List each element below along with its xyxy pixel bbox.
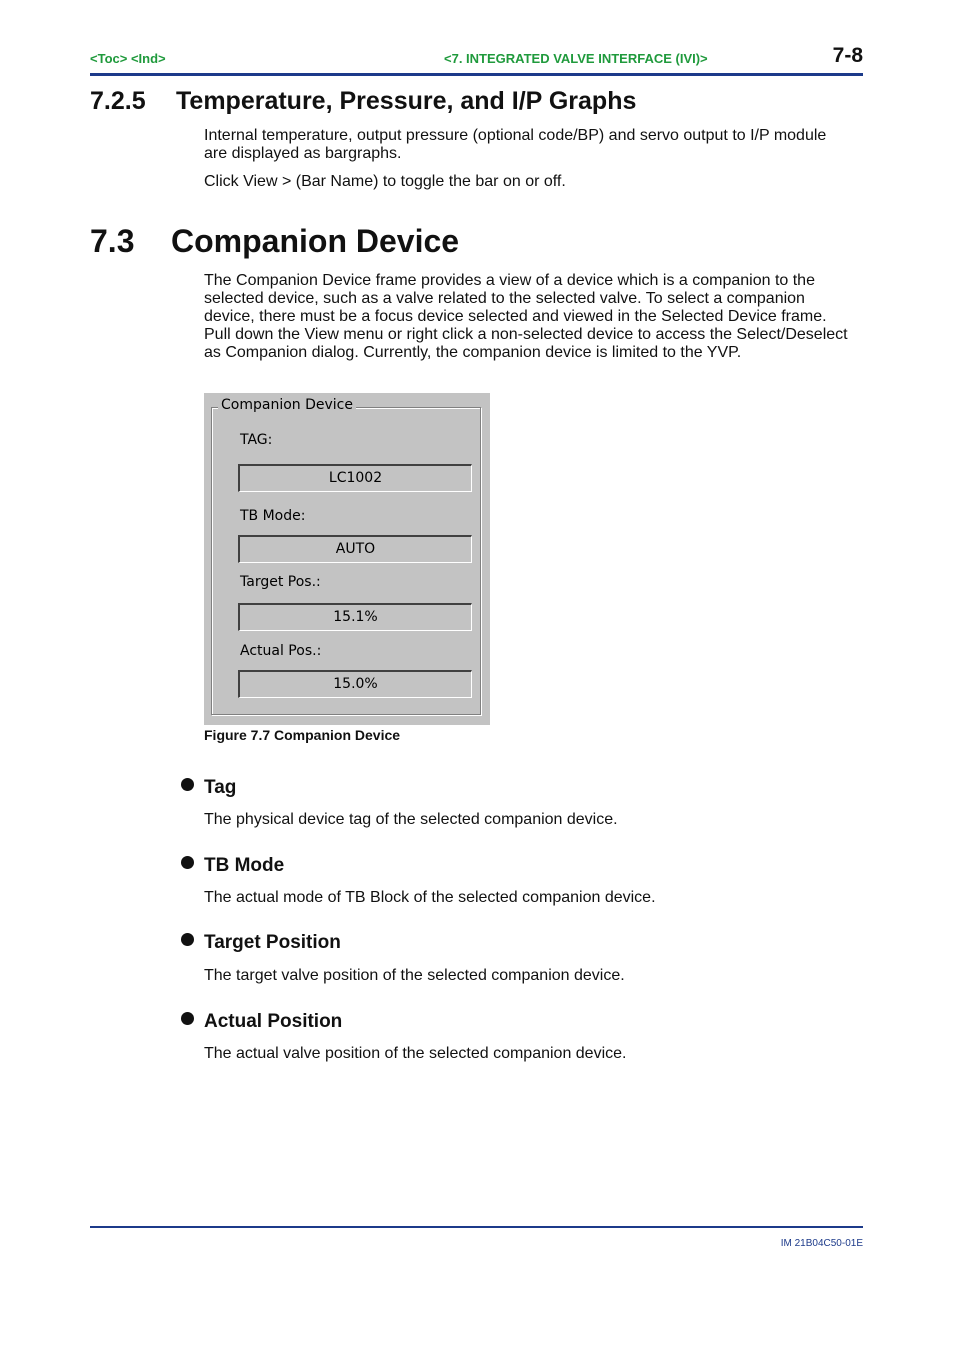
section-73-line: Pull down the View menu or right click a non-selected device to access the Select/Deselect bbox=[204, 326, 848, 343]
bullet-text: The target valve position of the selected companion device. bbox=[204, 967, 625, 984]
header-nav bbox=[90, 51, 166, 66]
section-73-line: as Companion dialog. Currently, the companion device is limited to the YVP. bbox=[204, 344, 742, 361]
ind-link[interactable]: <Ind> bbox=[130, 51, 166, 66]
section-73-title: Companion Device bbox=[171, 223, 460, 259]
chapter-link[interactable]: <7. INTEGRATED VALVE INTERFACE (IVI)> bbox=[444, 51, 708, 66]
section-725-instruction: Click View > (Bar Name) to toggle the bar on or off. bbox=[204, 173, 566, 190]
section-725-number: 7.2.5 bbox=[90, 87, 146, 115]
tbmode-label: TB Mode: bbox=[240, 508, 306, 524]
bullet-text: The actual mode of TB Block of the selected companion device. bbox=[204, 889, 656, 906]
bullet-dot-icon bbox=[181, 933, 194, 946]
actual-pos-field: 15.0% bbox=[238, 670, 472, 698]
section-725-heading bbox=[90, 87, 637, 116]
bullet-dot-icon bbox=[181, 1012, 194, 1025]
target-pos-label: Target Pos.: bbox=[240, 574, 321, 590]
section-73-line: The Companion Device frame provides a view of a device which is a companion to the bbox=[204, 272, 815, 289]
tbmode-field: AUTO bbox=[238, 535, 472, 563]
bullet-text: The physical device tag of the selected companion device. bbox=[204, 811, 618, 828]
section-725-line-1: Internal temperature, output pressure (optional code/BP) and servo output to I/P module bbox=[204, 127, 827, 144]
section-725-line-2: are displayed as bargraphs. bbox=[204, 145, 402, 162]
actual-pos-label: Actual Pos.: bbox=[240, 643, 322, 659]
bullet-title: TB Mode bbox=[204, 855, 285, 876]
bullet-title: Actual Position bbox=[204, 1011, 343, 1032]
section-725-title: Temperature, Pressure, and I/P Graphs bbox=[176, 87, 637, 115]
toc-link[interactable]: <Toc> bbox=[90, 51, 128, 66]
section-73-line: device, there must be a focus device selected and viewed in the Selected Device frame. bbox=[204, 308, 827, 325]
target-pos-field: 15.1% bbox=[238, 603, 472, 631]
bullet-tag bbox=[181, 777, 237, 798]
section-73-number: 7.3 bbox=[90, 223, 135, 259]
bullet-tb-mode bbox=[181, 855, 285, 876]
tag-label: TAG: bbox=[240, 432, 273, 448]
bullet-actual-position bbox=[181, 1011, 343, 1032]
footer-rule bbox=[90, 1226, 863, 1228]
bullet-dot-icon bbox=[181, 856, 194, 869]
header-rule bbox=[90, 73, 863, 76]
group-title: Companion Device bbox=[218, 397, 356, 413]
section-73-heading bbox=[90, 223, 460, 260]
section-725-paragraph bbox=[204, 127, 864, 163]
page-number: 7-8 bbox=[832, 44, 863, 67]
companion-device-screenshot bbox=[204, 393, 490, 725]
bullet-dot-icon bbox=[181, 778, 194, 791]
tag-field: LC1002 bbox=[238, 464, 472, 492]
document-id: IM 21B04C50-01E bbox=[780, 1238, 863, 1249]
bullet-title: Tag bbox=[204, 777, 237, 798]
companion-device-group bbox=[211, 407, 481, 715]
bullet-target-position bbox=[181, 932, 341, 953]
figure-caption: Figure 7.7 Companion Device bbox=[204, 727, 401, 743]
section-73-line: selected device, such as a valve related to the selected valve. To select a companion bbox=[204, 290, 805, 307]
bullet-text: The actual valve position of the selected companion device. bbox=[204, 1045, 627, 1062]
section-73-paragraph bbox=[204, 272, 874, 362]
bullet-title: Target Position bbox=[204, 932, 341, 953]
